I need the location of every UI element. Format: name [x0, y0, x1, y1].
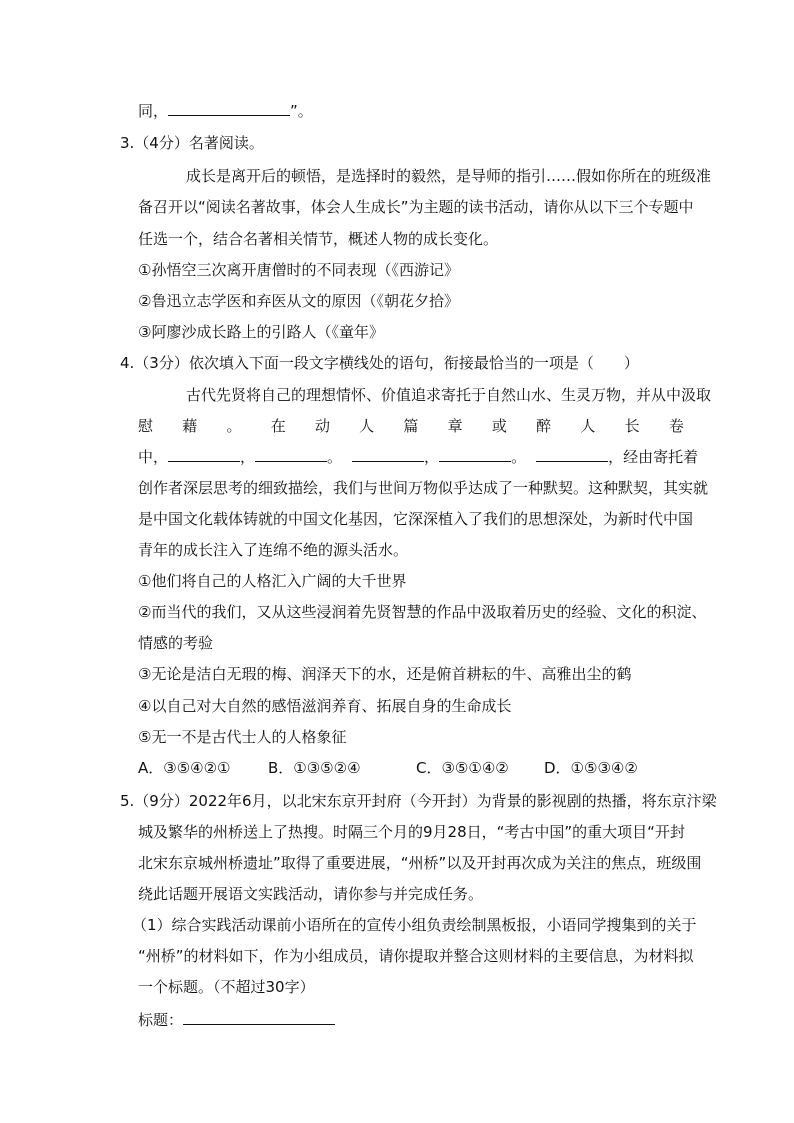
choice-c[interactable]: C．③⑤①④② — [416, 759, 509, 777]
title-label: 标题： — [138, 1011, 184, 1029]
choice-d[interactable]: D．①⑤③④② — [544, 759, 638, 777]
q3-para-line: 任选一个，结合名著相关情节，概述人物的成长变化。 — [138, 230, 499, 248]
text: ， — [424, 448, 440, 466]
q5-sub1-line: 一个标题。（不超过30字） — [138, 978, 315, 996]
answer-blank — [536, 446, 608, 462]
char: 慰 — [138, 417, 154, 435]
q4-justified-line — [138, 415, 684, 437]
question-4-head: 4.（3分）依次填入下面一段文字横线处的语句，衔接最恰当的一项是（ ） — [120, 354, 639, 372]
q5-line: 城及繁华的州桥送上了热搜。时隔三个月的9月28日，“考古中国”的重大项目“开封 — [138, 823, 685, 841]
char: 卷 — [668, 417, 684, 435]
char: 。 — [226, 417, 242, 435]
q4-para-line: 是中国文化载体铸就的中国文化基因，它深深植入了我们的思想深处，为新时代中国 — [138, 510, 694, 528]
char: 或 — [491, 417, 507, 435]
question-3-head: 3.（4分）名著阅读。 — [120, 134, 264, 152]
text: 中， — [138, 448, 169, 466]
q5-line: 绕此话题开展语文实践活动，请你参与并完成任务。 — [138, 885, 484, 903]
text: 同， — [138, 102, 169, 120]
char: 动 — [314, 417, 330, 435]
text: ， — [240, 448, 256, 466]
answer-blank — [352, 446, 424, 462]
q4-statement: ⑤无一不是古代士人的人格象征 — [138, 728, 347, 746]
q4-para-line: 青年的成长注入了连绵不绝的源头活水。 — [138, 541, 409, 559]
char: 篇 — [403, 417, 419, 435]
choice-b[interactable]: B．①③⑤②④ — [268, 759, 361, 777]
choice-a[interactable]: A．③⑤④②① — [138, 759, 231, 777]
char: 藉 — [182, 417, 198, 435]
q3-option: ①孙悟空三次离开唐僧时的不同表现（《西游记》 — [138, 261, 459, 279]
q5-line: 北宋东京城州桥遗址”取得了重要进展，“州桥”以及开封再次成为关注的焦点，班级围 — [138, 854, 702, 872]
text: ，经由寄托着 — [608, 448, 699, 466]
q3-para-line: 成长是离开后的顿悟，是选择时的毅然，是导师的指引……假如你所在的班级准 — [186, 167, 712, 185]
title-answer-blank[interactable] — [183, 1009, 335, 1025]
text: 。 — [511, 448, 527, 466]
answer-blank — [439, 446, 511, 462]
q4-para-line: 创作者深层思考的细致描绘，我们与世间万物似乎达成了一种默契。这种默契，其实就 — [138, 479, 709, 497]
q4-para-line: 古代先贤将自己的理想情怀、价值追求寄托于自然山水、生灵万物，并从中汲取 — [186, 386, 712, 404]
question-5-head: 5.（9分）2022年6月，以北宋东京开封府（今开封）为背景的影视剧的热播，将东京汴梁 — [120, 792, 717, 810]
q3-option: ③阿廖沙成长路上的引路人（《童年》 — [138, 323, 384, 341]
text: ”。 — [290, 102, 313, 120]
q4-statement: ②而当代的我们，又从这些浸润着先贤智慧的作品中汲取着历史的经验、文化的积淀、 — [138, 603, 707, 621]
answer-blank — [168, 446, 240, 462]
char: 醉 — [536, 417, 552, 435]
q4-blank-line — [138, 446, 698, 468]
char: 人 — [359, 417, 375, 435]
char: 长 — [624, 417, 640, 435]
char: 人 — [580, 417, 596, 435]
q5-sub1-line: （1）综合实践活动课前小语所在的宣传小组负责绘制黑板报，小语同学搜集到的关于 — [132, 916, 697, 934]
text: 。 — [327, 448, 343, 466]
q4-statement: ④以自己对大自然的感悟滋润养育、拓展自身的生命成长 — [138, 697, 512, 715]
q4-statement: 情感的考验 — [138, 634, 214, 652]
q3-para-line: 备召开以“阅读名著故事，体会人生成长”为主题的读书活动，请你从以下三个专题中 — [138, 198, 694, 216]
top-continuation-line — [138, 100, 313, 122]
q3-option: ②鲁迅立志学医和弃医从文的原因（《朝花夕拾》 — [138, 292, 459, 310]
answer-blank — [168, 100, 290, 116]
char: 在 — [270, 417, 286, 435]
q4-choices — [138, 757, 638, 779]
q5-sub1-line: “州桥”的材料如下，作为小组成员，请你提取并整合这则材料的主要信息，为材料拟 — [138, 947, 694, 965]
answer-blank — [255, 446, 327, 462]
title-answer-line — [138, 1009, 335, 1031]
q4-statement: ③无论是洁白无瑕的梅、润泽天下的水，还是俯首耕耘的牛、高雅出尘的鹤 — [138, 665, 632, 683]
char: 章 — [447, 417, 463, 435]
q4-statement: ①他们将自己的人格汇入广阔的大千世界 — [138, 572, 407, 590]
